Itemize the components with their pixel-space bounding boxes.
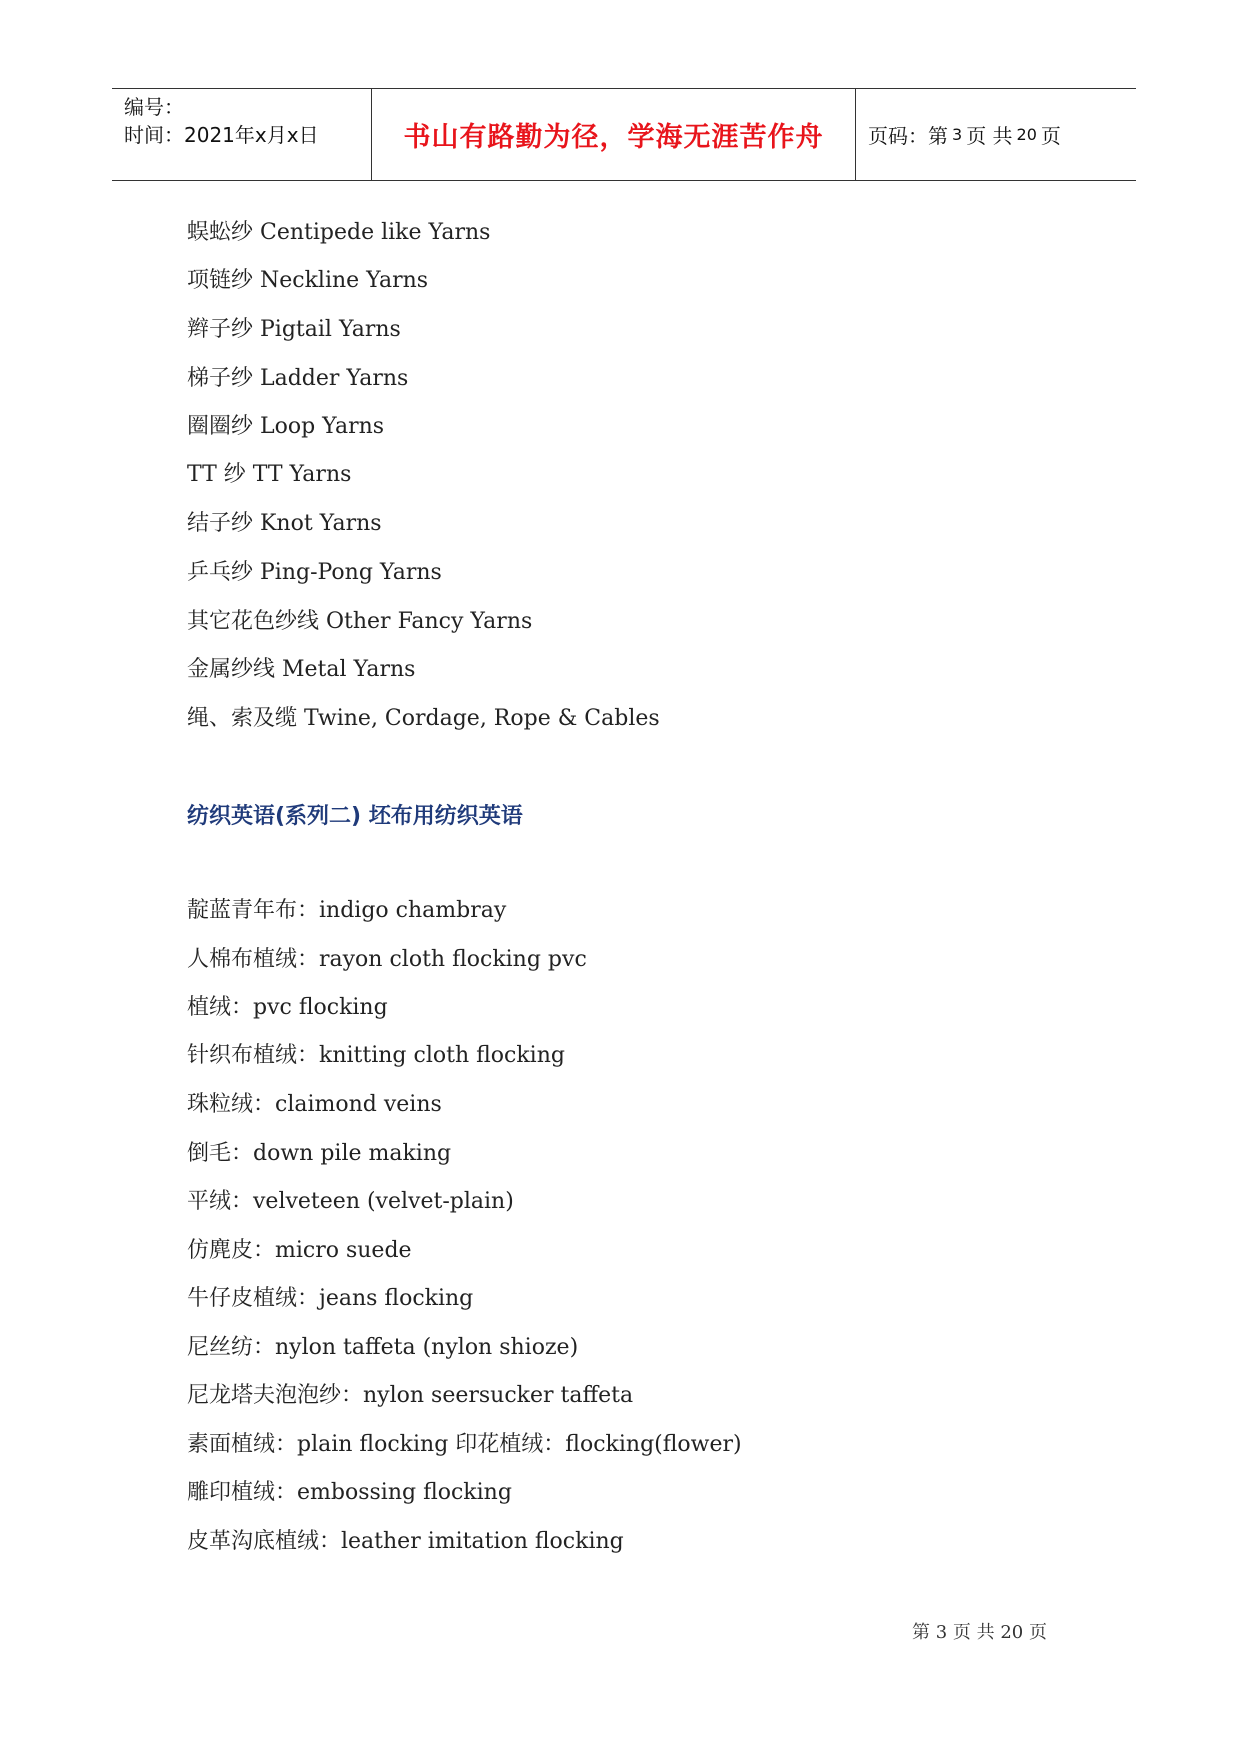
number-label: 编号：: [124, 95, 184, 119]
page-footer: 第 3 页 共 20 页: [912, 1622, 1047, 1643]
motto: 书山有路勤为径，学海无涯苦作舟: [403, 122, 824, 153]
page-mid: 页 共: [966, 124, 1013, 148]
list-item: 牛仔皮植绒：jeans flocking: [187, 1286, 474, 1311]
page-suffix: 页: [1040, 124, 1061, 148]
list-item: 雕印植绒：embossing flocking: [187, 1480, 512, 1505]
page-total: 20: [1016, 125, 1037, 144]
section-title: 纺织英语(系列二) 坯布用纺织英语: [187, 804, 523, 829]
list-item: 仿麂皮：micro suede: [187, 1238, 412, 1263]
list-item: 皮革沟底植绒：leather imitation flocking: [187, 1529, 624, 1554]
list-item: 绳、索及缆 Twine, Cordage, Rope & Cables: [187, 706, 660, 731]
list-item: 蜈蚣纱 Centipede like Yarns: [187, 220, 491, 245]
list-item: 珠粒绒：claimond veins: [187, 1092, 442, 1117]
list-item: TT 纱 TT Yarns: [187, 462, 352, 487]
date-label: 时间：2021年x月x日: [124, 123, 319, 147]
document-header: [112, 88, 1136, 181]
list-item: 平绒：velveteen (velvet-plain): [187, 1189, 514, 1214]
header-motto-cell: [372, 89, 856, 180]
list-item: 结子纱 Knot Yarns: [187, 511, 382, 536]
list-item: 倒毛：down pile making: [187, 1141, 452, 1166]
list-item: 圈圈纱 Loop Yarns: [187, 414, 385, 439]
header-page-cell: [856, 89, 1136, 180]
list-item: 其它花色纱线 Other Fancy Yarns: [187, 609, 533, 634]
list-item: 梯子纱 Ladder Yarns: [187, 366, 409, 391]
list-item: 乒乓纱 Ping-Pong Yarns: [187, 560, 442, 585]
page-prefix: 页码：第: [868, 124, 948, 148]
header-info-cell: [112, 89, 372, 180]
list-item: 素面植绒：plain flocking 印花植绒：flocking(flower): [187, 1432, 742, 1457]
list-item: 尼龙塔夫泡泡纱：nylon seersucker taffeta: [187, 1383, 634, 1408]
page-current: 3: [952, 125, 963, 144]
list-item: 金属纱线 Metal Yarns: [187, 657, 416, 682]
list-item: 针织布植绒：knitting cloth flocking: [187, 1043, 565, 1068]
list-item: 靛蓝青年布：indigo chambray: [187, 898, 507, 923]
list-item: 尼丝纺：nylon taffeta (nylon shioze): [187, 1335, 579, 1360]
list-item: 人棉布植绒：rayon cloth flocking pvc: [187, 947, 587, 972]
list-item: 辫子纱 Pigtail Yarns: [187, 317, 401, 342]
list-item: 项链纱 Neckline Yarns: [187, 268, 429, 293]
list-item: 植绒：pvc flocking: [187, 995, 388, 1020]
